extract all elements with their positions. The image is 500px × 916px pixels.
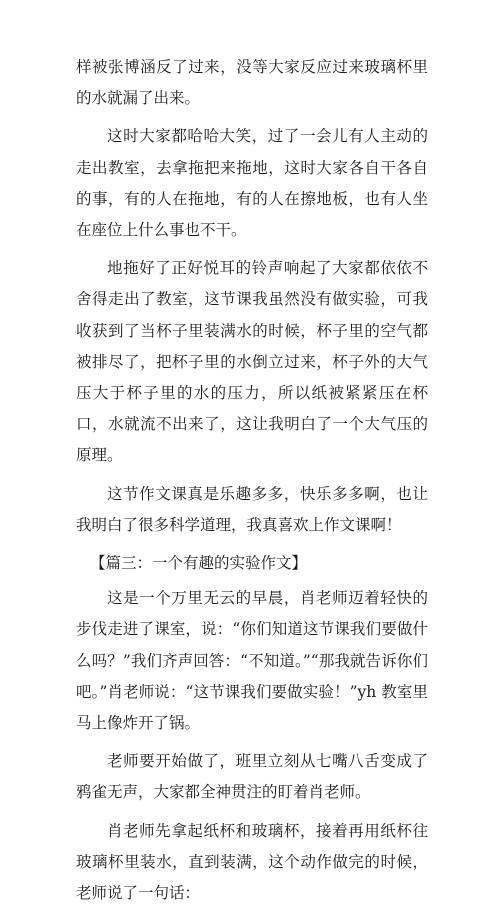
document-page — [76, 52, 428, 916]
paragraph-6: 老师要开始做了，班里立刻从七嘴八舌变成了鸦雀无声，大家都全神贯注的盯着肖老师。 — [76, 752, 428, 802]
paragraph-2: 这时大家都哈哈大笑，过了一会儿有人主动的走出教室，去拿拖把来拖地，这时大家各自干各自的事，有的人在拖地，有的人在擦地板，也有人坐在座位上什么事也不干。 — [76, 127, 428, 240]
section-heading: 【篇三：一个有趣的实验作文】 — [90, 554, 308, 573]
paragraph-4: 这节作文课真是乐趣多多，快乐多多啊，也让我明白了很多科学道理，我真喜欢上作文课啊！ — [76, 484, 428, 534]
paragraph-5: 这是一个万里无云的早晨，肖老师迈着轻快的步伐走进了课室，说：“你们知道这节课我们要做什么吗？”我们齐声回答：“不知道。”“那我就告诉你们吧。”肖老师说：“这节课我们要做实验！”yh 教室里马上像炸开了锅。 — [76, 589, 428, 733]
paragraph-7: 肖老师先拿起纸杯和玻璃杯，接着再用纸杯往玻璃杯里装水，直到装满，这个动作做完的时候，老师说了一句话： — [76, 821, 428, 903]
paragraph-1: 样被张博涵反了过来，没等大家反应过来玻璃杯里的水就漏了出来。 — [76, 58, 428, 108]
paragraph-3: 地拖好了正好悦耳的铃声响起了大家都依依不舍得走出了教室，这节课我虽然没有做实验，可我收获到了当杯子里装满水的时候，杯子里的空气都被排尽了，把杯子里的水倒立过来，杯子外的大气压大于杯子里的水的压力，所以纸被紧紧压在杯口，水就流不出来了，这让我明白了一个大气压的原理。 — [76, 259, 428, 465]
